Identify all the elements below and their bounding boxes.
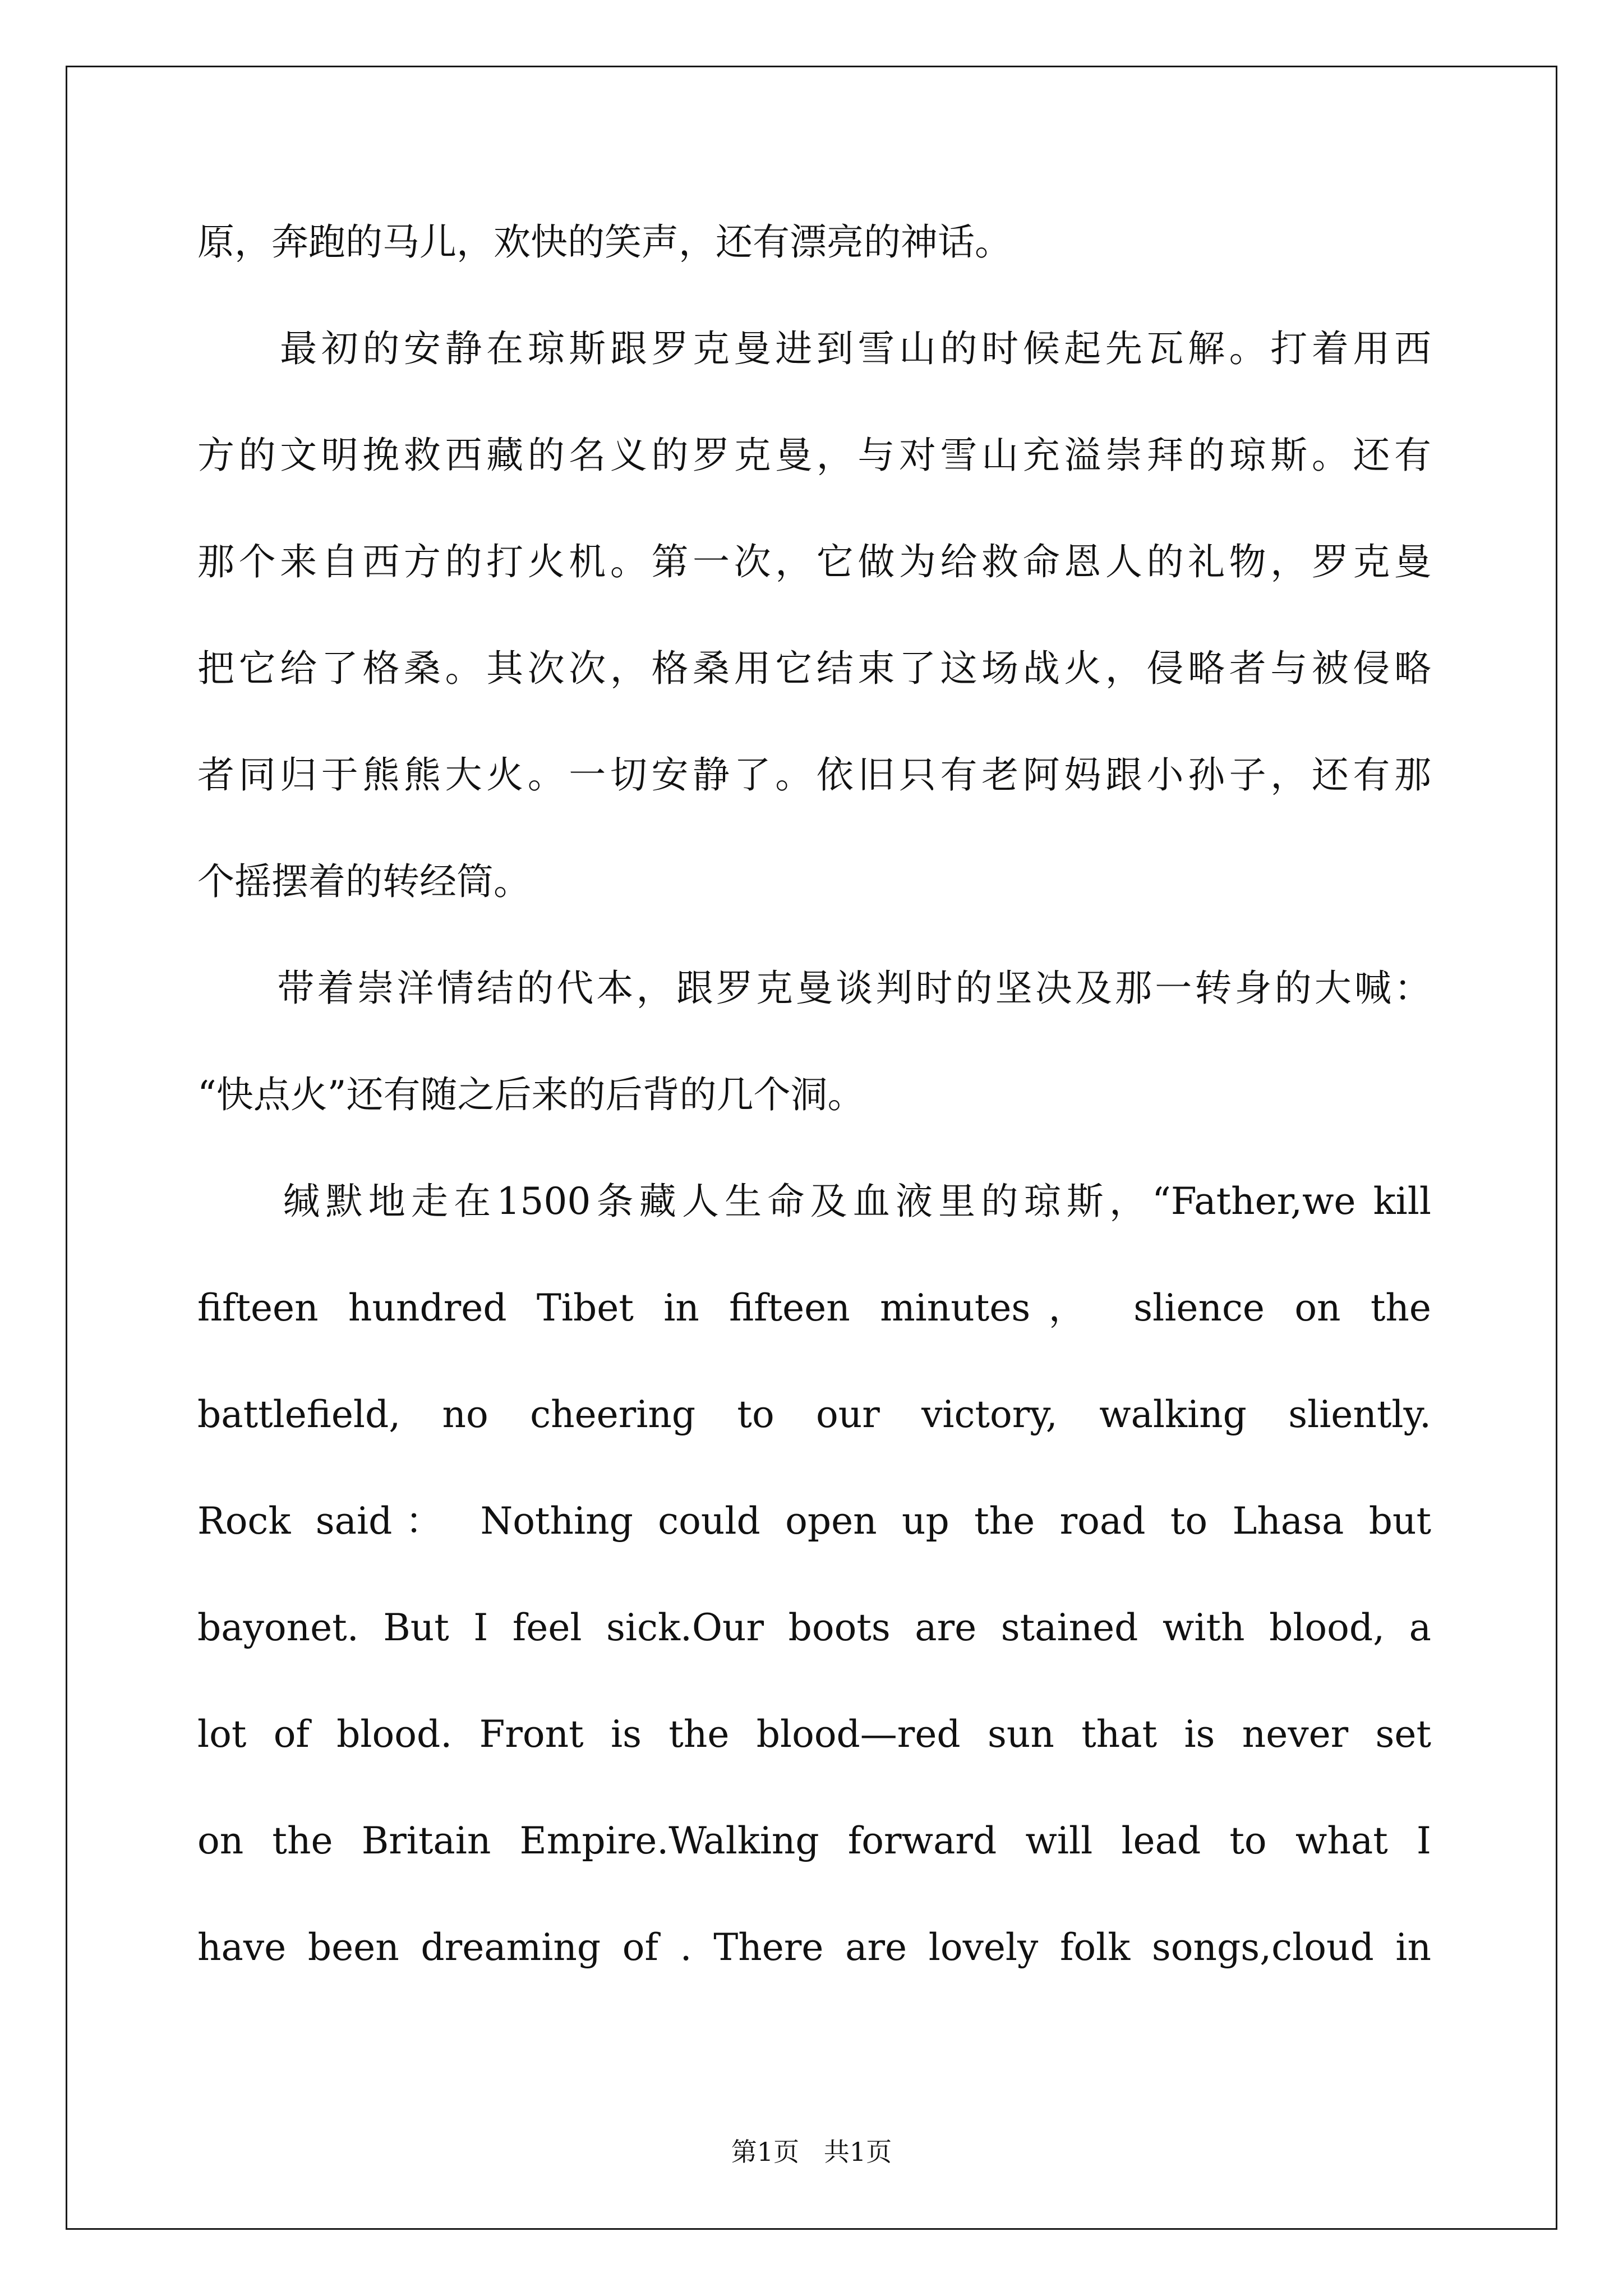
text-line: battlefield, no cheering to our victory, walking sliently.	[197, 1393, 1431, 1436]
text-line: 原，奔跑的马儿，欢快的笑声，还有漂亮的神话。	[197, 220, 1012, 264]
text-line: 者同归于熊熊大火。一切安静了。依旧只有老阿妈跟小孙子，还有那	[197, 753, 1431, 797]
text-line: Rock said： Nothing could open up the road to Lhasa but	[197, 1499, 1431, 1543]
text-line: on the Britain Empire.Walking forward will lead to what I	[197, 1819, 1431, 1862]
text-line: 最初的安静在琼斯跟罗克曼进到雪山的时候起先瓦解。打着用西	[197, 327, 1431, 370]
page-number-footer: 第1页 共1页	[731, 2137, 892, 2167]
text-line: fifteen hundred Tibet in fifteen minutes， slience on the	[197, 1286, 1431, 1329]
text-line: 带着崇洋情结的代本，跟罗克曼谈判时的坚决及那一转身的大喊：	[197, 967, 1431, 1010]
text-line: lot of blood. Front is the blood—red sun that is never set	[197, 1713, 1431, 1756]
text-line: 那个来自西方的打火机。第一次，它做为给救命恩人的礼物，罗克曼	[197, 540, 1431, 583]
page-border	[66, 66, 1557, 2230]
text-line: have been dreaming of . There are lovely folk songs,cloud in	[197, 1926, 1431, 1969]
text-line: 方的文明挽救西藏的名义的罗克曼，与对雪山充溢崇拜的琼斯。还有	[197, 434, 1431, 477]
text-line: 把它给了格桑。其次次，格桑用它结束了这场战火，侵略者与被侵略	[197, 647, 1431, 690]
text-line: “快点火”还有随之后来的后背的几个洞。	[197, 1073, 865, 1116]
text-line: 缄默地走在1500条藏人生命及血液里的琼斯，“Father,we kill	[197, 1180, 1431, 1223]
text-line: bayonet. But I feel sick.Our boots are stained with blood, a	[197, 1606, 1431, 1649]
text-line: 个摇摆着的转经筒。	[197, 860, 531, 903]
